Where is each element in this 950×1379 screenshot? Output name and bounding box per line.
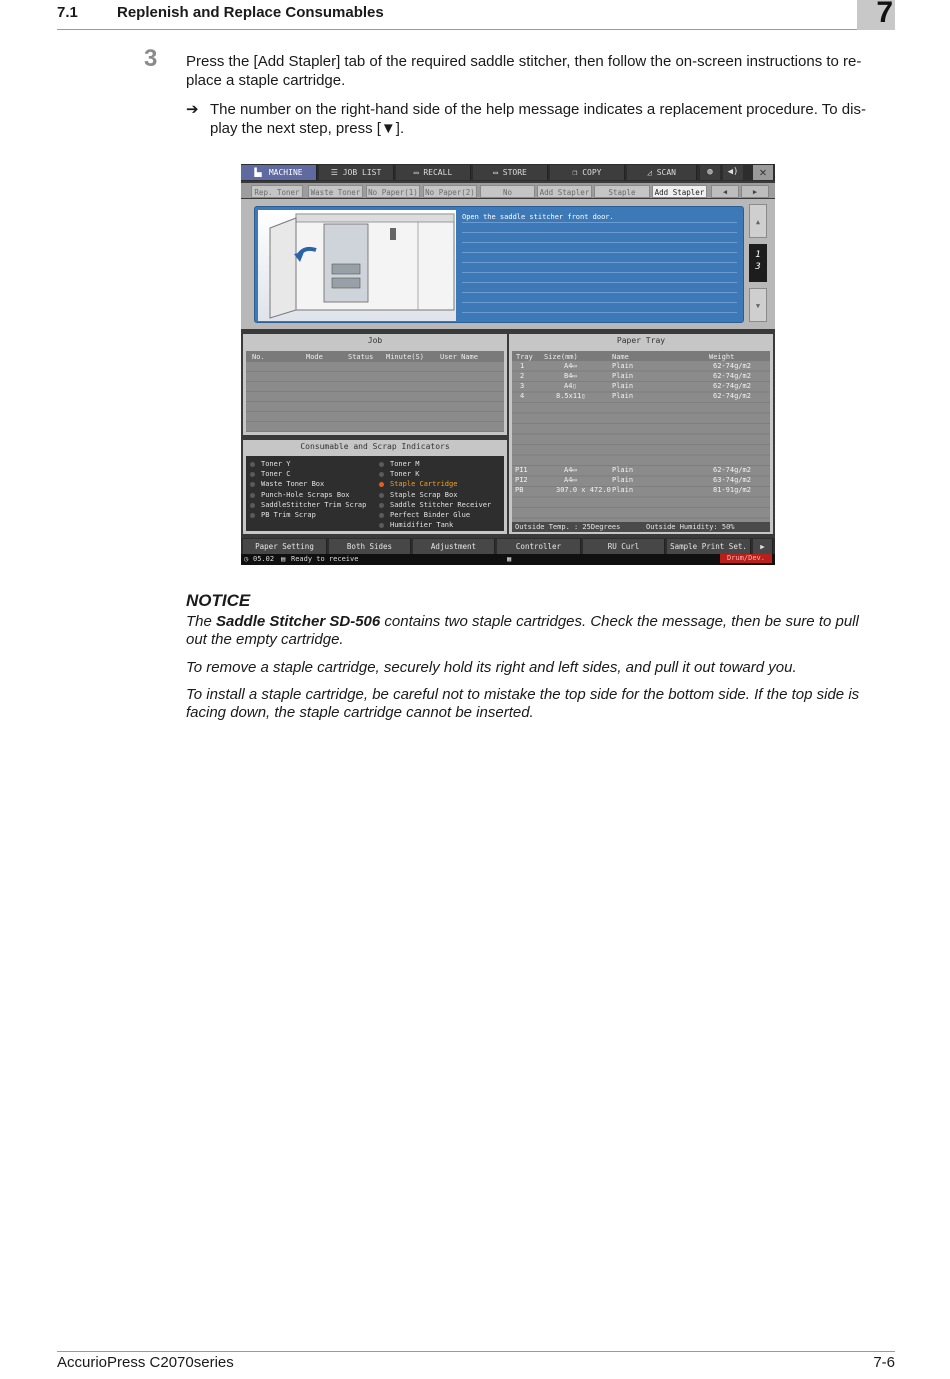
saddle-stitcher-drawing [258, 210, 456, 321]
job-rows [246, 362, 504, 432]
status-time: 05.02 [253, 555, 275, 563]
tray-pb-name: Plain [612, 486, 634, 494]
tray-row-4-name: Plain [612, 392, 634, 400]
chapter-tab [857, 0, 895, 30]
indicator-waste-toner: Waste Toner Box [250, 480, 324, 488]
indicator-toner-k: Toner K [379, 470, 420, 478]
copy-label: COPY [582, 168, 602, 177]
outside-temp: Outside Temp. : 25Degrees [515, 523, 621, 531]
clock-icon: ◷ [244, 555, 249, 563]
indicator-punch-hole: Punch-Hole Scraps Box [250, 491, 350, 499]
consumables-title: Consumable and Scrap Indicators [300, 442, 450, 451]
store-tab[interactable] [473, 165, 548, 180]
indicator-toner-y: Toner Y [250, 460, 291, 468]
machine-label: MACHINE [268, 168, 303, 177]
notice-title: NOTICE [186, 591, 251, 610]
help-message-area [462, 213, 737, 318]
tab-add-stapler-2[interactable]: Add Stapler [652, 185, 707, 198]
job-col-mode: Mode [306, 353, 323, 361]
tab-no-paper-pb[interactable]: No [480, 185, 535, 198]
notice-p3-line2: facing down, the staple cartridge cannot be inserted. [186, 704, 534, 721]
tray-pb-weight: 81-91g/m2 [713, 486, 751, 494]
page-indicator [749, 244, 767, 282]
recall-icon: ▭ [413, 168, 424, 177]
copy-icon: ❐ [572, 168, 583, 177]
bottom-next-button[interactable]: ▶ [753, 539, 773, 554]
ru-curl-button[interactable]: RU Curl [583, 539, 665, 554]
step-text-line2: place a staple cartridge. [186, 72, 346, 89]
indicator-toner-c: Toner C [250, 470, 291, 478]
list-icon: ☰ [330, 168, 343, 177]
page-header [57, 0, 895, 30]
tray-col-tray: Tray [516, 353, 533, 361]
step-text-line1: Press the [Add Stapler] tab of the required saddle stitcher, then follow the on-screen instructions to re- [186, 53, 862, 70]
screen-status-bar [241, 554, 775, 565]
store-label: STORE [502, 168, 527, 177]
tray-col-name: Name [612, 353, 629, 361]
copy-tab[interactable] [550, 165, 625, 180]
step-sub-line2: play the next step, press [▼]. [210, 120, 405, 137]
scroll-up-button[interactable]: ▲ [749, 204, 767, 238]
help-navigation [749, 204, 767, 325]
globe-icon[interactable]: ◍ [700, 165, 720, 180]
notice-p2: To remove a staple cartridge, securely hold its right and left sides, and pull it out toward you. [186, 659, 797, 676]
keyboard-icon[interactable]: ▦ [507, 555, 512, 563]
tray-row-2-tray: 2 [520, 372, 525, 380]
drum-dev-error[interactable]: Drum/Dev. [720, 554, 772, 563]
arrow-icon: ➔ [186, 101, 199, 118]
job-col-status: Status [348, 353, 374, 361]
tray-row-4-tray: 4 [520, 392, 525, 400]
product-name: Saddle Stitcher SD-506 [216, 613, 381, 630]
tray-row-4-size: 8.5x11▯ [556, 392, 586, 400]
tray-row-3-name: Plain [612, 382, 634, 390]
help-tabs [241, 183, 775, 198]
machine-icon: ▙▖ [254, 168, 269, 177]
tab-waste-toner[interactable]: Waste Toner [308, 185, 363, 198]
tray-pi1-weight: 62-74g/m2 [713, 466, 751, 474]
indicator-pb-trim: PB Trim Scrap [250, 511, 316, 519]
scan-icon: ◿ [647, 168, 657, 177]
sample-print-button[interactable]: Sample Print Set. [667, 539, 751, 554]
tab-rep-toner[interactable]: Rep. Toner [251, 185, 303, 198]
paper-tray-panel [509, 334, 773, 534]
tray-pb-size: 307.0 x 472.0 [556, 486, 611, 494]
notice-p3-line1: To install a staple cartridge, be careful not to mistake the top side for the bottom side. If the top side is [186, 686, 860, 703]
indicator-staple-cartridge: Staple Cartridge [379, 480, 457, 488]
page-current: 1 [755, 250, 761, 260]
page-total: 3 [755, 262, 761, 272]
store-icon: ▭ [493, 168, 503, 177]
speaker-icon[interactable]: ◀) [723, 165, 743, 180]
job-panel [243, 334, 507, 435]
tray-row-4-weight: 62-74g/m2 [713, 392, 751, 400]
tab-next-button[interactable]: ▶ [741, 185, 769, 198]
tab-no-paper-1[interactable]: No Paper(1) [366, 185, 420, 198]
tray-row-3-weight: 62-74g/m2 [713, 382, 751, 390]
footer-page-number: 7-6 [873, 1354, 895, 1371]
outside-humidity: Outside Humidity: 50% [646, 523, 735, 531]
scan-label: SCAN [656, 168, 676, 177]
job-list-label: JOB LIST [342, 168, 382, 177]
recall-label: RECALL [423, 168, 453, 177]
step-sub-line1: The number on the right-hand side of the help message indicates a replacement procedure. To dis- [210, 101, 866, 118]
saddle-stitcher-illustration [258, 210, 456, 321]
tray-pi2-name: Plain [612, 476, 634, 484]
machine-tab[interactable] [241, 165, 317, 180]
screen-topbar [241, 164, 775, 181]
footer-product: AccurioPress C2070series [57, 1354, 234, 1371]
both-sides-button[interactable]: Both Sides [329, 539, 411, 554]
tray-row-2-weight: 62-74g/m2 [713, 372, 751, 380]
notice-p1-line2: out the empty cartridge. [186, 631, 344, 648]
tray-row-1-weight: 62-74g/m2 [713, 362, 751, 370]
adjustment-button[interactable]: Adjustment [413, 539, 495, 554]
tray-row-2-name: Plain [612, 372, 634, 380]
paper-tray-table[interactable] [512, 351, 770, 523]
tray-col-size: Size(mm) [544, 353, 578, 361]
tab-add-stapler-1[interactable]: Add Stapler [537, 185, 592, 198]
help-message: Open the saddle stitcher front door. [462, 213, 614, 221]
job-table[interactable] [246, 351, 504, 432]
paper-setting-button[interactable]: Paper Setting [243, 539, 327, 554]
tray-pi1-size: A4▭ [564, 466, 577, 474]
tray-row-3-tray: 3 [520, 382, 525, 390]
screen-bottom-bar [241, 538, 775, 554]
scroll-down-button[interactable]: ▼ [749, 288, 767, 322]
consumables-panel [243, 440, 507, 534]
section-number: 7.1 [57, 4, 78, 21]
consumables-grid [246, 456, 504, 531]
help-area [241, 199, 775, 329]
chapter-number: 7 [876, 0, 893, 29]
job-col-user: User Name [440, 353, 478, 361]
help-panel [254, 206, 744, 323]
paper-tray-title: Paper Tray [616, 336, 666, 345]
tray-pi1-tray: PI1 [515, 466, 528, 474]
recall-tab[interactable] [396, 165, 471, 180]
control-panel-screenshot [241, 164, 775, 565]
tab-no-paper-2[interactable]: No Paper(2) [423, 185, 477, 198]
environment-row [512, 522, 770, 532]
tray-pi2-tray: PI2 [515, 476, 528, 484]
indicator-toner-m: Toner M [379, 460, 420, 468]
tray-pi1-name: Plain [612, 466, 634, 474]
page-footer [57, 1351, 895, 1371]
tray-row-1-tray: 1 [520, 362, 525, 370]
indicator-staple-scrap: Staple Scrap Box [379, 491, 457, 499]
job-col-minute: Minute(S) [386, 353, 424, 361]
notice-p1-line1: The Saddle Stitcher SD-506 contains two staple cartridges. Check the message, then be sure to pull [186, 613, 859, 630]
controller-button[interactable]: Controller [497, 539, 581, 554]
indicator-binder-glue: Perfect Binder Glue [379, 511, 470, 519]
tray-pi2-weight: 63-74g/m2 [713, 476, 751, 484]
section-title: Replenish and Replace Consumables [117, 4, 384, 21]
tray-col-weight: Weight [709, 353, 735, 361]
indicator-saddle-trim: SaddleStitcher Trim Scrap [250, 501, 366, 509]
job-list-tab[interactable] [319, 165, 394, 180]
job-panel-title: Job [367, 336, 383, 345]
tray-pb-tray: PB [515, 486, 524, 494]
tab-prev-button[interactable]: ◀ [711, 185, 739, 198]
indicator-humidifier: Humidifier Tank [379, 521, 453, 529]
printer-icon: ▤ [281, 555, 286, 563]
status-message: Ready to receive [291, 555, 359, 563]
job-col-no: No. [252, 353, 265, 361]
tray-row-3-size: A4▯ [564, 382, 577, 390]
tray-pi2-size: A4▭ [564, 476, 577, 484]
step-number: 3 [144, 45, 158, 72]
tab-staple-scrap[interactable]: Staple [594, 185, 650, 198]
tray-row-1-name: Plain [612, 362, 634, 370]
tray-row-1-size: A4▭ [564, 362, 577, 370]
scan-tab[interactable] [627, 165, 697, 180]
indicator-saddle-receiver: Saddle Stitcher Receiver [379, 501, 491, 509]
close-icon[interactable]: ✕ [753, 165, 773, 180]
tray-row-2-size: B4▭ [564, 372, 577, 380]
